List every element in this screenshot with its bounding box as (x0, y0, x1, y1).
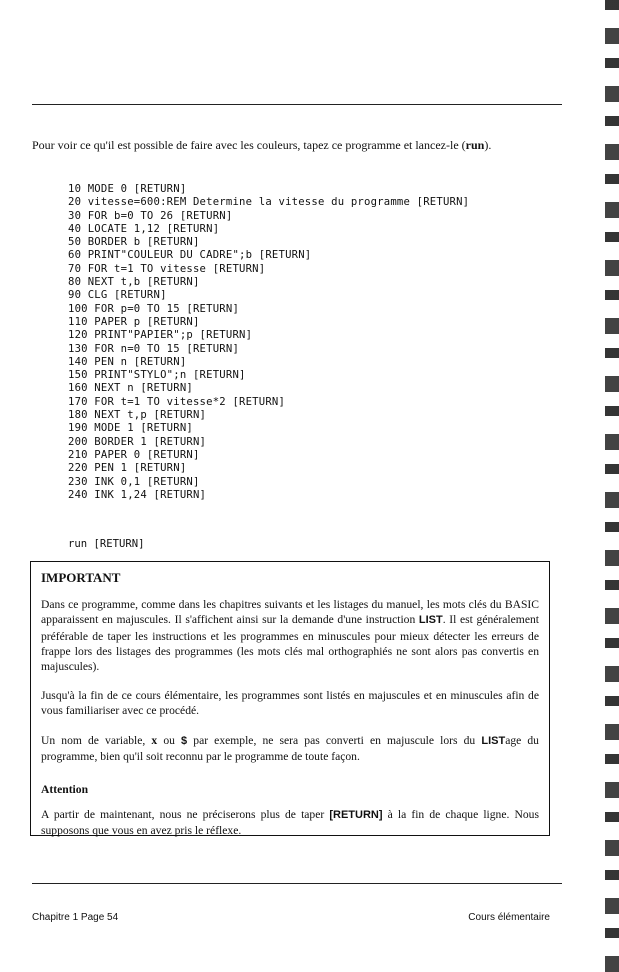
program-line: 40 LOCATE 1,12 [RETURN] (68, 222, 220, 235)
program-line: 80 NEXT t,b [RETURN] (68, 276, 200, 289)
program-line: 210 PAPER 0 [RETURN] (68, 448, 200, 461)
important-box (30, 561, 550, 836)
page-footer (32, 912, 550, 923)
attention-paragraph: A partir de maintenant, nous ne préciserons plus de taper [RETURN] à la fin de chaque ligne. Nous supposons que vous en avez pris le réflexe. (41, 808, 539, 838)
program-line: 20 vitesse=600:REM Determine la vitesse du programme [RETURN] (68, 196, 470, 209)
footer-rule (32, 883, 562, 884)
program-line: 120 PRINT"PAPIER";p [RETURN] (68, 329, 253, 342)
program-line: 170 FOR t=1 TO vitesse*2 [RETURN] (68, 395, 286, 408)
program-line: 60 PRINT"COULEUR DU CADRE";b [RETURN] (68, 249, 312, 262)
run-keyword: run (465, 138, 485, 152)
important-title: IMPORTANT (41, 570, 121, 585)
run-command: run [RETURN] (68, 538, 145, 550)
intro-paragraph: Pour voir ce qu'il est possible de faire avec les couleurs, tapez ce programme et lancez-le (run). (32, 138, 492, 152)
program-line: 220 PEN 1 [RETURN] (68, 462, 187, 475)
program-line: 10 MODE 0 [RETURN] (68, 183, 187, 195)
scanned-page-edge (605, 0, 619, 972)
program-line: 180 NEXT t,p [RETURN] (68, 409, 207, 422)
program-line: 130 FOR n=0 TO 15 [RETURN] (68, 342, 240, 355)
header-rule (32, 104, 562, 105)
program-line: 160 NEXT n [RETURN] (68, 382, 193, 395)
important-paragraph-2: Jusqu'à la fin de ce cours élémentaire, les programmes sont listés en majuscules et en minuscules afin de vous familiariser avec ce procédé. (41, 689, 539, 718)
program-line: 140 PEN n [RETURN] (68, 355, 187, 368)
program-line: 240 INK 1,24 [RETURN] (68, 488, 207, 501)
program-line: 100 FOR p=0 TO 15 [RETURN] (68, 302, 240, 315)
program-line: 70 FOR t=1 TO vitesse [RETURN] (68, 262, 266, 275)
program-line: 50 BORDER b [RETURN] (68, 236, 200, 249)
footer-section-title: Cours élémentaire (468, 912, 550, 923)
program-line: 200 BORDER 1 [RETURN] (68, 435, 207, 448)
program-line: 230 INK 0,1 [RETURN] (68, 475, 200, 488)
important-paragraph-3: Un nom de variable, x ou $ par exemple, ne sera pas converti en majuscule lors du LISTage du programme, bien qu'il soit reconnu par le programme de toute façon. (41, 733, 539, 763)
basic-program-listing (68, 183, 588, 502)
program-line: 30 FOR b=0 TO 26 [RETURN] (68, 209, 233, 222)
program-line: 190 MODE 1 [RETURN] (68, 422, 193, 435)
attention-title: Attention (41, 783, 89, 797)
program-line: 90 CLG [RETURN] (68, 289, 167, 302)
program-line: 150 PRINT"STYLO";n [RETURN] (68, 369, 246, 382)
important-paragraph-1: Dans ce programme, comme dans les chapitres suivants et les listages du manuel, les mots clés du BASIC apparaissent en majuscules. Il s'affichent ainsi sur la demande d'une instruction LIST. Il est généralement préférable de taper les instructions et les programmes en minuscules pour mieux détecter les erreurs de frappe lors des listages des programmes (les mots clés mal orthographiés ne sont alors pas convertis en majuscules). (41, 598, 539, 674)
program-line: 110 PAPER p [RETURN] (68, 315, 200, 328)
footer-chapter-page: Chapitre 1 Page 54 (32, 912, 119, 923)
